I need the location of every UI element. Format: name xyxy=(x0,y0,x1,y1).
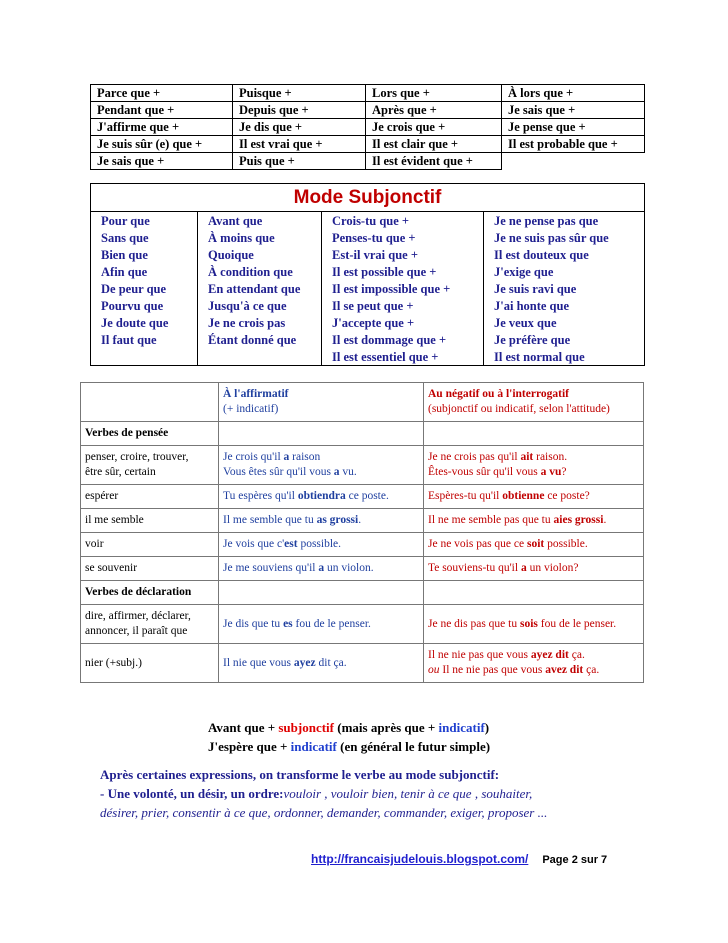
table-row xyxy=(81,509,644,533)
example-verb: as grossi xyxy=(316,514,359,526)
rule-line xyxy=(208,718,490,737)
example-verb: a xyxy=(333,466,340,478)
example-text: ? xyxy=(561,466,567,478)
example-text: Je ne crois pas qu'il xyxy=(428,451,521,463)
example-text: Vous êtes sûr qu'il vous xyxy=(223,466,334,478)
example-verb: a xyxy=(283,451,290,463)
page-number: Page 2 sur 7 xyxy=(542,854,608,866)
table-cell: À condition que xyxy=(198,263,322,280)
table-cell: À lors que + xyxy=(502,85,645,102)
table-cell-empty xyxy=(219,581,424,605)
affirmative-example xyxy=(219,533,424,557)
table-cell: Penses-tu que + xyxy=(322,229,484,246)
example-text: un violon. xyxy=(324,562,374,574)
table-row xyxy=(91,280,645,297)
table-row xyxy=(91,212,645,230)
table-row xyxy=(81,485,644,509)
verb-text: penser, croire, trouver, xyxy=(85,451,189,463)
example-verb: a xyxy=(520,562,527,574)
note-keyword: indicatif xyxy=(438,720,485,735)
affirmative-example xyxy=(219,644,424,683)
table-row xyxy=(91,153,645,170)
table-cell: Bien que xyxy=(91,246,198,263)
table-row xyxy=(91,102,645,119)
paragraph-text: - Une volonté, un désir, un ordre: xyxy=(100,786,284,801)
table-row xyxy=(91,229,645,246)
example-text: Il me semble que tu xyxy=(223,514,317,526)
example-verb: avez dit xyxy=(545,664,584,676)
example-verb: ayez xyxy=(293,656,316,669)
table-cell: Jusqu'à ce que xyxy=(198,297,322,314)
table-cell: Afin que xyxy=(91,263,198,280)
negative-title: Au négatif ou à l'interrogatif xyxy=(428,388,569,400)
table-row xyxy=(81,446,644,485)
table-cell: Il est normal que xyxy=(484,348,645,366)
table-cell: Je veux que xyxy=(484,314,645,331)
rule-line xyxy=(208,737,490,756)
note-text: (mais après que + xyxy=(334,720,439,735)
table-row xyxy=(91,263,645,280)
negative-header xyxy=(424,383,644,422)
table-cell: Je suis sûr (e) que + xyxy=(91,136,233,153)
table-cell: Il est clair que + xyxy=(366,136,502,153)
table-cell: Je doute que xyxy=(91,314,198,331)
note-text: J'espère que + xyxy=(208,739,291,754)
table-cell: Il est impossible que + xyxy=(322,280,484,297)
example-verb: sois xyxy=(519,617,538,630)
table-cell: Je sais que + xyxy=(502,102,645,119)
table-row xyxy=(91,331,645,348)
table-cell: Pour que xyxy=(91,212,198,230)
table-cell: Pendant que + xyxy=(91,102,233,119)
note-text: Avant que + xyxy=(208,720,279,735)
section-label: Verbes de pensée xyxy=(81,422,219,446)
table-row xyxy=(81,605,644,644)
table-cell: Il est probable que + xyxy=(502,136,645,153)
verb-cell: voir xyxy=(81,533,219,557)
example-text: ça. xyxy=(568,649,585,661)
note-keyword: indicatif xyxy=(290,739,337,754)
example-verb: aies grossi xyxy=(553,514,604,526)
example-text: . xyxy=(603,514,607,526)
table-cell: J'affirme que + xyxy=(91,119,233,136)
affirmative-example xyxy=(219,509,424,533)
table-cell: Quoique xyxy=(198,246,322,263)
example-text: Il nie que vous xyxy=(223,656,294,669)
rule-note xyxy=(208,718,490,756)
subjunctive-expressions-table xyxy=(90,183,645,366)
negative-example xyxy=(424,605,644,644)
table-cell-empty xyxy=(502,153,645,170)
table-row xyxy=(91,348,645,366)
example-verb: es xyxy=(283,617,293,630)
table-row xyxy=(91,136,645,153)
table-row xyxy=(81,644,644,683)
section-title: Mode Subjonctif xyxy=(91,184,645,212)
table-cell: Il est vrai que + xyxy=(233,136,366,153)
table-cell: Je crois que + xyxy=(366,119,502,136)
example-text: raison. xyxy=(533,451,568,463)
table-cell: Je préfère que xyxy=(484,331,645,348)
example-text: Je ne vois pas que ce xyxy=(428,538,527,550)
example-text: . xyxy=(358,514,362,526)
table-cell: Il est essentiel que + xyxy=(322,348,484,366)
verb-text: annoncer, il paraît que xyxy=(85,625,188,637)
note-text: ) xyxy=(484,720,490,735)
verb-cell xyxy=(81,605,219,644)
affirmative-header xyxy=(219,383,424,422)
example-text: Te souviens-tu qu'il xyxy=(428,562,521,574)
table-cell: Il est évident que + xyxy=(366,153,502,170)
example-text: possible. xyxy=(297,538,342,550)
table-cell-empty xyxy=(424,581,644,605)
table-cell: Je dis que + xyxy=(233,119,366,136)
example-text: ce poste. xyxy=(345,490,389,502)
negative-example xyxy=(424,485,644,509)
page-footer xyxy=(311,852,607,866)
table-cell: Je sais que + xyxy=(91,153,233,170)
example-text: fou de le penser. xyxy=(537,617,617,630)
note-text: (en général le futur simple) xyxy=(336,739,491,754)
table-cell: Il est dommage que + xyxy=(322,331,484,348)
verbs-mood-table xyxy=(80,382,644,683)
affirmative-example xyxy=(219,605,424,644)
table-row xyxy=(91,297,645,314)
table-cell: Puisque + xyxy=(233,85,366,102)
verb-text: dire, affirmer, déclarer, xyxy=(85,610,191,622)
table-cell-empty xyxy=(81,383,219,422)
affirmative-example xyxy=(219,485,424,509)
example-text: Il ne nie pas que vous xyxy=(439,664,546,676)
section-label: Verbes de déclaration xyxy=(81,581,219,605)
section-row xyxy=(81,581,644,605)
paragraph-line: Après certaines expressions, on transforme le verbe au mode subjonctif: xyxy=(100,767,500,782)
table-cell: Est-il vrai que + xyxy=(322,246,484,263)
affirmative-title: À l'affirmatif xyxy=(223,388,289,400)
table-row xyxy=(91,119,645,136)
example-verb: soit xyxy=(527,538,545,550)
example-text: Êtes-vous sûr qu'il vous xyxy=(428,466,541,478)
example-text: Il ne nie pas que vous xyxy=(428,649,531,661)
affirmative-example xyxy=(219,557,424,581)
example-text: Je vois que c' xyxy=(223,538,285,550)
example-text: Je crois qu'il xyxy=(223,451,284,463)
table-cell: Après que + xyxy=(366,102,502,119)
table-cell: Il faut que xyxy=(91,331,198,348)
example-verb: ayez dit xyxy=(530,649,569,661)
example-text: vu. xyxy=(339,466,357,478)
indicative-conjunctions-table xyxy=(90,84,645,170)
example-text: Je dis que tu xyxy=(223,617,284,630)
table-cell: Je suis ravi que xyxy=(484,280,645,297)
table-cell: De peur que xyxy=(91,280,198,297)
verb-cell: nier (+subj.) xyxy=(81,644,219,683)
table-cell: Pourvu que xyxy=(91,297,198,314)
table-cell: J'exige que xyxy=(484,263,645,280)
table-cell: Il est douteux que xyxy=(484,246,645,263)
example-verb: a xyxy=(318,562,325,574)
table-row xyxy=(91,85,645,102)
table-cell: J'ai honte que xyxy=(484,297,645,314)
example-text: Je me souviens qu'il xyxy=(223,562,319,574)
example-verb: obtienne xyxy=(502,490,545,502)
negative-example xyxy=(424,533,644,557)
table-cell: Je pense que + xyxy=(502,119,645,136)
example-text: possible. xyxy=(544,538,588,550)
section-row xyxy=(81,422,644,446)
example-verb: ait xyxy=(520,451,534,463)
example-verb: est xyxy=(284,538,298,550)
negative-example xyxy=(424,446,644,485)
table-cell: Parce que + xyxy=(91,85,233,102)
example-text: Je ne dis pas que tu xyxy=(428,617,520,630)
explanation-paragraph xyxy=(100,765,547,822)
table-cell: Il se peut que + xyxy=(322,297,484,314)
table-row xyxy=(91,246,645,263)
table-cell: En attendant que xyxy=(198,280,322,297)
verb-text: être sûr, certain xyxy=(85,466,156,478)
table-cell: J'accepte que + xyxy=(322,314,484,331)
table-cell: Avant que xyxy=(198,212,322,230)
table-header-row xyxy=(81,383,644,422)
table-cell-empty xyxy=(91,348,198,366)
table-cell-empty xyxy=(219,422,424,446)
table-cell: Sans que xyxy=(91,229,198,246)
table-cell: Étant donné que xyxy=(198,331,322,348)
table-cell: Je ne crois pas xyxy=(198,314,322,331)
negative-example xyxy=(424,644,644,683)
affirmative-subtitle: (+ indicatif) xyxy=(223,403,279,415)
example-text: un violon? xyxy=(526,562,579,574)
table-row xyxy=(81,533,644,557)
verb-cell: il me semble xyxy=(81,509,219,533)
verb-cell xyxy=(81,446,219,485)
table-cell: Je ne pense pas que xyxy=(484,212,645,230)
blog-link[interactable]: http://francaisjudelouis.blogspot.com/ xyxy=(311,852,529,866)
verb-cell: espérer xyxy=(81,485,219,509)
example-text: fou de le penser. xyxy=(292,617,371,630)
table-cell: Lors que + xyxy=(366,85,502,102)
paragraph-line xyxy=(100,784,547,803)
example-text: ou xyxy=(428,664,440,676)
table-cell: À moins que xyxy=(198,229,322,246)
table-cell: Depuis que + xyxy=(233,102,366,119)
example-text: ce poste? xyxy=(544,490,590,502)
example-text: dit ça. xyxy=(315,656,347,669)
negative-subtitle: (subjonctif ou indicatif, selon l'attitude) xyxy=(428,403,610,415)
example-text: Il ne me semble pas que tu xyxy=(428,514,554,526)
negative-example xyxy=(424,557,644,581)
note-keyword: subjonctif xyxy=(278,720,334,735)
table-row xyxy=(81,557,644,581)
paragraph-text: vouloir , vouloir bien, tenir à ce que , souhaiter, xyxy=(283,786,533,801)
example-text: Tu espères qu'il xyxy=(223,490,298,502)
negative-example xyxy=(424,509,644,533)
example-verb: a vu xyxy=(540,466,562,478)
table-cell-empty xyxy=(198,348,322,366)
table-cell: Puis que + xyxy=(233,153,366,170)
table-cell: Crois-tu que + xyxy=(322,212,484,230)
table-row xyxy=(91,314,645,331)
table-cell-empty xyxy=(424,422,644,446)
example-text: ça. xyxy=(583,664,600,676)
table-cell: Je ne suis pas sûr que xyxy=(484,229,645,246)
example-text: Espères-tu qu'il xyxy=(428,490,503,502)
verb-cell: se souvenir xyxy=(81,557,219,581)
table-cell: Il est possible que + xyxy=(322,263,484,280)
affirmative-example xyxy=(219,446,424,485)
paragraph-line: désirer, prier, consentir à ce que, ordonner, demander, commander, exiger, proposer ... xyxy=(100,805,548,820)
example-verb: obtiendra xyxy=(297,490,346,502)
example-text: raison xyxy=(289,451,321,463)
